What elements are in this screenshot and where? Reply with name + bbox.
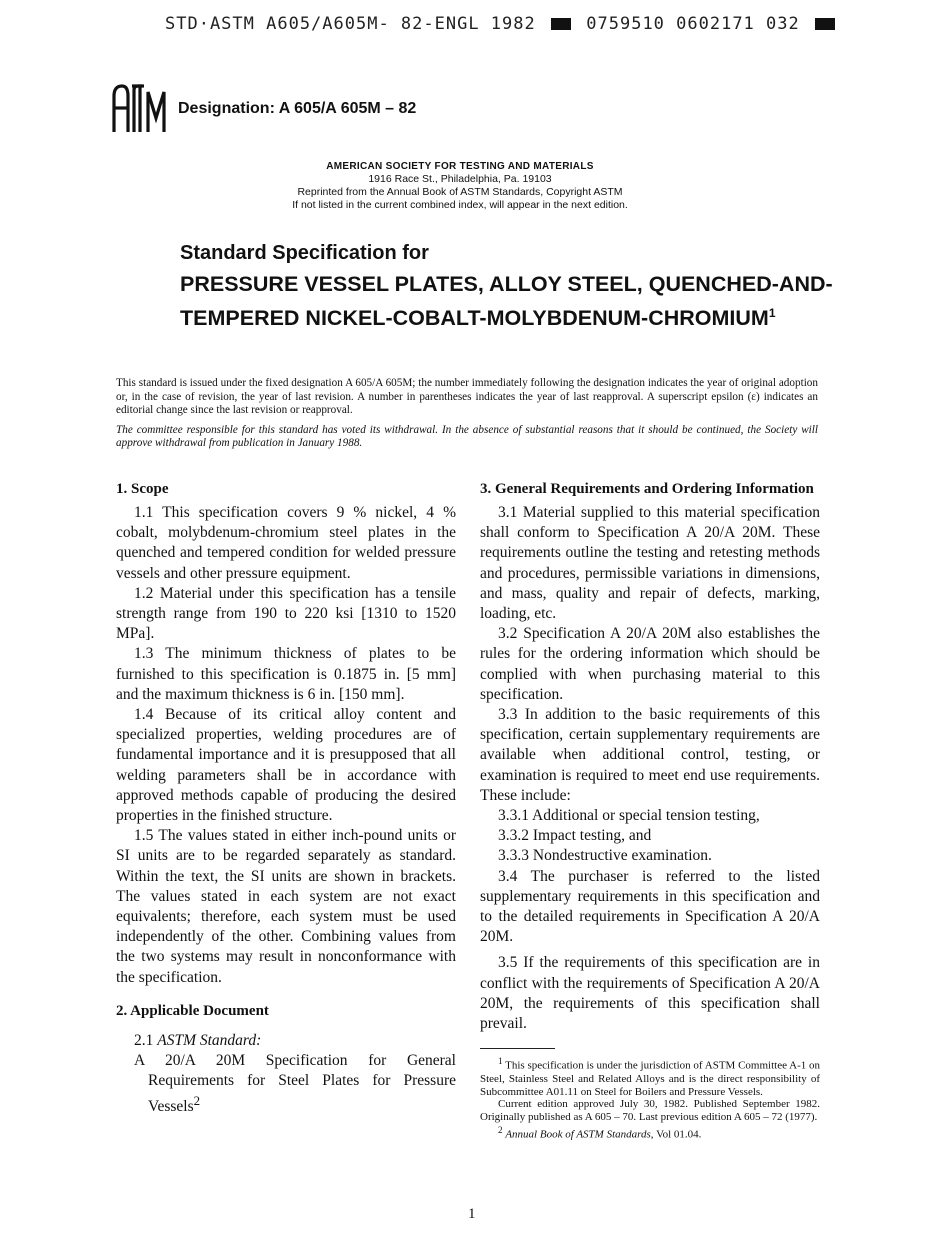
issued-notice: This standard is issued under the fixed designation A 605/A 605M; the number immediately following the designation indicates the year of original adoption or, in the case of revision, the year of last revision. A number in parentheses indicates the year of last reapproval. A superscript epsilon (ε) indicates an editorial change since the last revision or reapproval. — [116, 377, 818, 417]
standard-notice — [116, 377, 818, 451]
page-title — [180, 270, 840, 333]
title-main: PRESSURE VESSEL PLATES, ALLOY STEEL, QUENCHED-AND-TEMPERED NICKEL-COBALT-MOLYBDENUM-CHROMIUM — [180, 272, 833, 331]
society-address: 1916 Race St., Philadelphia, Pa. 19103 — [368, 173, 552, 185]
general-3-5: 3.5 If the requirements of this specification are in conflict with the requirements of Specification A 20/A 20M, the requirements of this specification shall prevail. — [480, 954, 820, 1033]
reprint-note: Reprinted from the Annual Book of ASTM Standards, Copyright ASTM — [297, 186, 623, 198]
title-footnote-mark: 1 — [768, 306, 776, 320]
footnote-1-text: This specification is under the jurisdiction of ASTM Committee A-1 on Steel, Stainless Steel and Related Alloys and is the direct responsibility of Subcommittee A01.11 on Steel for Boilers and Pressure Vessels. — [480, 1059, 820, 1098]
title-prefix: Standard Specification for — [180, 242, 429, 264]
document-id-strip — [165, 14, 855, 34]
black-block-mark — [815, 18, 835, 30]
footnote-divider — [480, 1048, 555, 1049]
general-3-4: 3.4 The purchaser is referred to the listed supplementary requirements in this specification and to the detailed requirements in Specification A 20/A 20M. — [480, 867, 820, 946]
society-name: AMERICAN SOCIETY FOR TESTING AND MATERIALS — [326, 161, 594, 172]
scope-1-4: 1.4 Because of its critical alloy content and specialized properties, welding procedures are of fundamental importance and it is presupposed that all welding parameters shall be in accordance with approved methods capable of producing the desired properties in the finished structure. — [116, 706, 456, 825]
general-3-1: 3.1 Material supplied to this material specification shall conform to Specification A 20/A 20M. These requirements outline the testing and retesting methods and procedures, permissible variations in dimensions, and mass, quality and repair of defects, marking, loading, etc. — [480, 504, 820, 623]
applicable-heading: 2. Applicable Document — [116, 1002, 269, 1019]
withdrawal-notice: The committee responsible for this standard has voted its withdrawal. In the absence of substantial reasons that it should be continued, the Society will approve withdrawal from publication in January 1988. — [116, 423, 818, 450]
right-column — [480, 480, 820, 1141]
scope-1-2: 1.2 Material under this specification has a tensile strength range from 190 to 220 ksi [1310 to 1520 MPa]. — [116, 584, 456, 643]
footnote-1-mark: 1 — [498, 1056, 503, 1067]
scope-1-1: 1.1 This specification covers 9 % nickel, 4 % cobalt, molybdenum-chromium steel plates in the quenched and tempered condition for welded pressure vessels and other pressure equipment. — [116, 504, 456, 582]
applicable-2-1-number: 2.1 — [134, 1031, 158, 1049]
black-block-mark — [551, 18, 571, 30]
footnote-2-mark: 2 — [498, 1124, 503, 1135]
designation: Designation: A 605/A 605M – 82 — [178, 100, 417, 117]
footnote-1 — [480, 1055, 820, 1098]
applicable-item-a20 — [116, 1051, 456, 1118]
footnote-2-rest: , Vol 01.04. — [650, 1128, 702, 1141]
document-id-right: 0759510 0602171 032 — [586, 14, 800, 34]
logo-lettering: ASTM — [139, 137, 142, 138]
applicable-item-text: A 20/A 20M Specification for General Requirements for Steel Plates for Pressure Vessels — [134, 1052, 456, 1116]
astm-logo — [110, 82, 168, 138]
applicable-2-1 — [116, 1031, 456, 1051]
society-block — [230, 160, 690, 212]
general-3-2: 3.2 Specification A 20/A 20M also establishes the rules for the ordering information which should be complied with when purchasing material to this specification. — [480, 625, 820, 703]
general-heading: 3. General Requirements and Ordering Information — [480, 481, 814, 497]
document-id-left: STD·ASTM A605/A605M- 82-ENGL 1982 — [165, 14, 536, 34]
footnote-2 — [480, 1124, 820, 1141]
scope-1-5: 1.5 The values stated in either inch-pound units or SI units are to be regarded separately as standard. Within the text, the SI units are shown in brackets. The values stated in each system are not exact equivalents; therefore, each system must be used independently of the other. Combining values from the two systems may result in nonconformance with the specification. — [116, 827, 456, 986]
footnote-1-edition: Current edition approved July 30, 1982. Published September 1982. Originally published as A 605 – 70. Last previous edition A 605 – 72 (1977). — [480, 1098, 820, 1124]
general-3-3: 3.3 In addition to the basic requirements of this specification, certain supplementary requirements are available when additional control, testing, or examination is required to meet end use requirements. These include: — [480, 706, 820, 804]
footnote-2-title: Annual Book of ASTM Standards — [505, 1128, 651, 1141]
index-note: If not listed in the current combined index, will appear in the next edition. — [292, 199, 628, 211]
general-3-3-2: 3.3.2 Impact testing, and — [498, 827, 652, 845]
general-3-3-1: 3.3.1 Additional or special tension testing, — [498, 807, 760, 825]
general-3-3-3: 3.3.3 Nondestructive examination. — [498, 847, 712, 865]
applicable-2-1-label: ASTM Standard: — [157, 1031, 262, 1049]
left-column — [116, 480, 456, 1118]
scope-heading: 1. Scope — [116, 481, 169, 497]
page-number: 1 — [468, 1206, 476, 1222]
scope-1-3: 1.3 The minimum thickness of plates to be furnished to this specification is 0.1875 in. [5 mm] and the maximum thickness is 6 in. [150 mm]. — [116, 645, 456, 703]
applicable-item-mark: 2 — [193, 1093, 201, 1109]
